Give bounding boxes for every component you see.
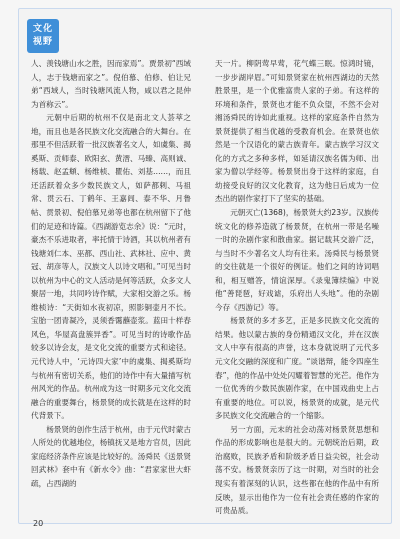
right-paragraph-1: 天一片。柳阴莺早莺，花气蝶三眠。惊鸿时镜，一步步湖岸眉。”可知景贤家在杭州西湖边的天然胜景里，是一个优雅富贵人家的子弟。有这样的环境和条件，景贤也才能不负众望，不然不会对湘汤舜民的诗如此重视。这样的家庭条件自然为景贤提供了相当优越的受教育机会。在景贤也依然是一个汉语化的蒙古族青年。蒙古族学习汉文化的方式之多种多样，如延请汉族名儒为师、出家为僧以学经等。杨景贤出身于这样的家庭，自幼接受良好的汉文化教育，这为他日后成为一位杰出的剧作家打下了坚实的基础。 (215, 59, 379, 204)
section-tag (27, 19, 59, 53)
section-tag-line2: 视野 (32, 37, 53, 47)
left-paragraph-3: 杨景贤的创作生活于杭州，由于元代时蒙古人所处的优越地位，杨镇抚又是地方官员，因此家庭经济条件应该是比较好的。汤舜民《送景贤回武林》套中有《新水令》曲：“君家家世大虾疏，占西湖的 (31, 424, 191, 488)
right-paragraph-3: 杨景贤的多才多艺，正是多民族文化交流的结果。他以蒙古族的身份精通汉文化，并在汉族文人中享有很高的声誉，这本身就说明了元代多元文化交融的深度和广度。“谈谐辩，能令四座生春”，他的作品中处处闪耀着智慧的光芒。他作为一位优秀的少数民族剧作家，在中国戏曲史上占有重要的地位。可以说，杨景贤的成就，是元代多民族文化交流融合的一个缩影。 (215, 316, 379, 421)
left-paragraph-2: 元朝中后期的杭州不仅是南北文人荟萃之地，而且也是各民族文化交流融合的大舞台。在那里不但活跃着一批汉族著名文人，如虞集、揭奚斯、贡师泰、欧阳玄、黄溍、马臻、高则诚、杨载、赵孟頫、杨维桢、瞿佑、刘基……，而且还活跃着众多少数民族文人，如萨都剌、马祖常、贯云石、丁鹤年、王嘉闾、泰不华、月鲁帖、贯景初、倪伯慕兄弟等也都在杭州留下了他们的足迹和诗篇。《西湖游览志余》说：“元时，豪杰不乐进取者，率托情于诗酒，其以杭州者有钱塘刘仁本、巫都、西山社、武林社、应中、黄冠、胡彦等人，汉族文人以诗文唱和。”可见当时以杭州为中心的文人活动是何等活跃，众多文人聚居一地，共同吟诗作赋，大家相交游之乐。杨维桢诗：“天街如水夜初凉，照影铜壶月不长。宝胎一团青凝冷，灵须香霭蘸壶浆。蓝田十样春风色，华屋高盘簇异香”。可见当时的诗歌作品较多以诗会友，是文化交流的重要方式和途径。元代诗人中，‘元诗四大家’中的虞集、揭奚斯均与杭州有密切关系，他们的诗作中有大量描写杭州风光的作品。杭州成为这一时期多元文化交流融合的重要舞台，杨景贤的成长就是在这样的时代背景下。 (31, 113, 191, 421)
page-number: 20 (33, 519, 44, 528)
right-paragraph-4: 另一方面，元末的社会动荡对杨景贤思想和作品的形成影响也是很大的。元朝统治后期，政治腐败，民族矛盾和阶级矛盾日益尖锐，社会动荡不安。杨景贤亲历了这一时期，对当时的社会现实有着深刻的认识，这些都在他的作品中有所反映，显示出他作为一位有社会责任感的作家的可贵品质。 (215, 424, 379, 516)
left-paragraph-1: 人、羡钱塘山水之胜，因而家焉”。贾景初“西域人，志于钱塘而家之”。倪伯慕、伯修、伯让兄弟“西域人，当时钱塘风流人物，咸以君之昆仲为首称云”。 (31, 59, 191, 109)
section-tag-line1: 文化 (32, 24, 53, 34)
right-column (215, 57, 379, 518)
page-frame (18, 8, 392, 524)
right-paragraph-2: 元朝灭亡(1368)，杨景贤大约23岁。汉族传统文化的修养造就了杨景贤，在杭州一带是名噪一时的杂剧作家和散曲家。据记载其交游广泛，与当时不少著名文人均有往来。汤舜民与杨景贤的交往就是一个很好的例证。他们之间的诗词唱和，相互赠答，情谊深厚。《录鬼簿续编》中说他“善琵琶，好戏谑，乐府出人头地”。他的杂剧今存《西游记》等。 (215, 208, 380, 312)
left-column (31, 57, 191, 491)
